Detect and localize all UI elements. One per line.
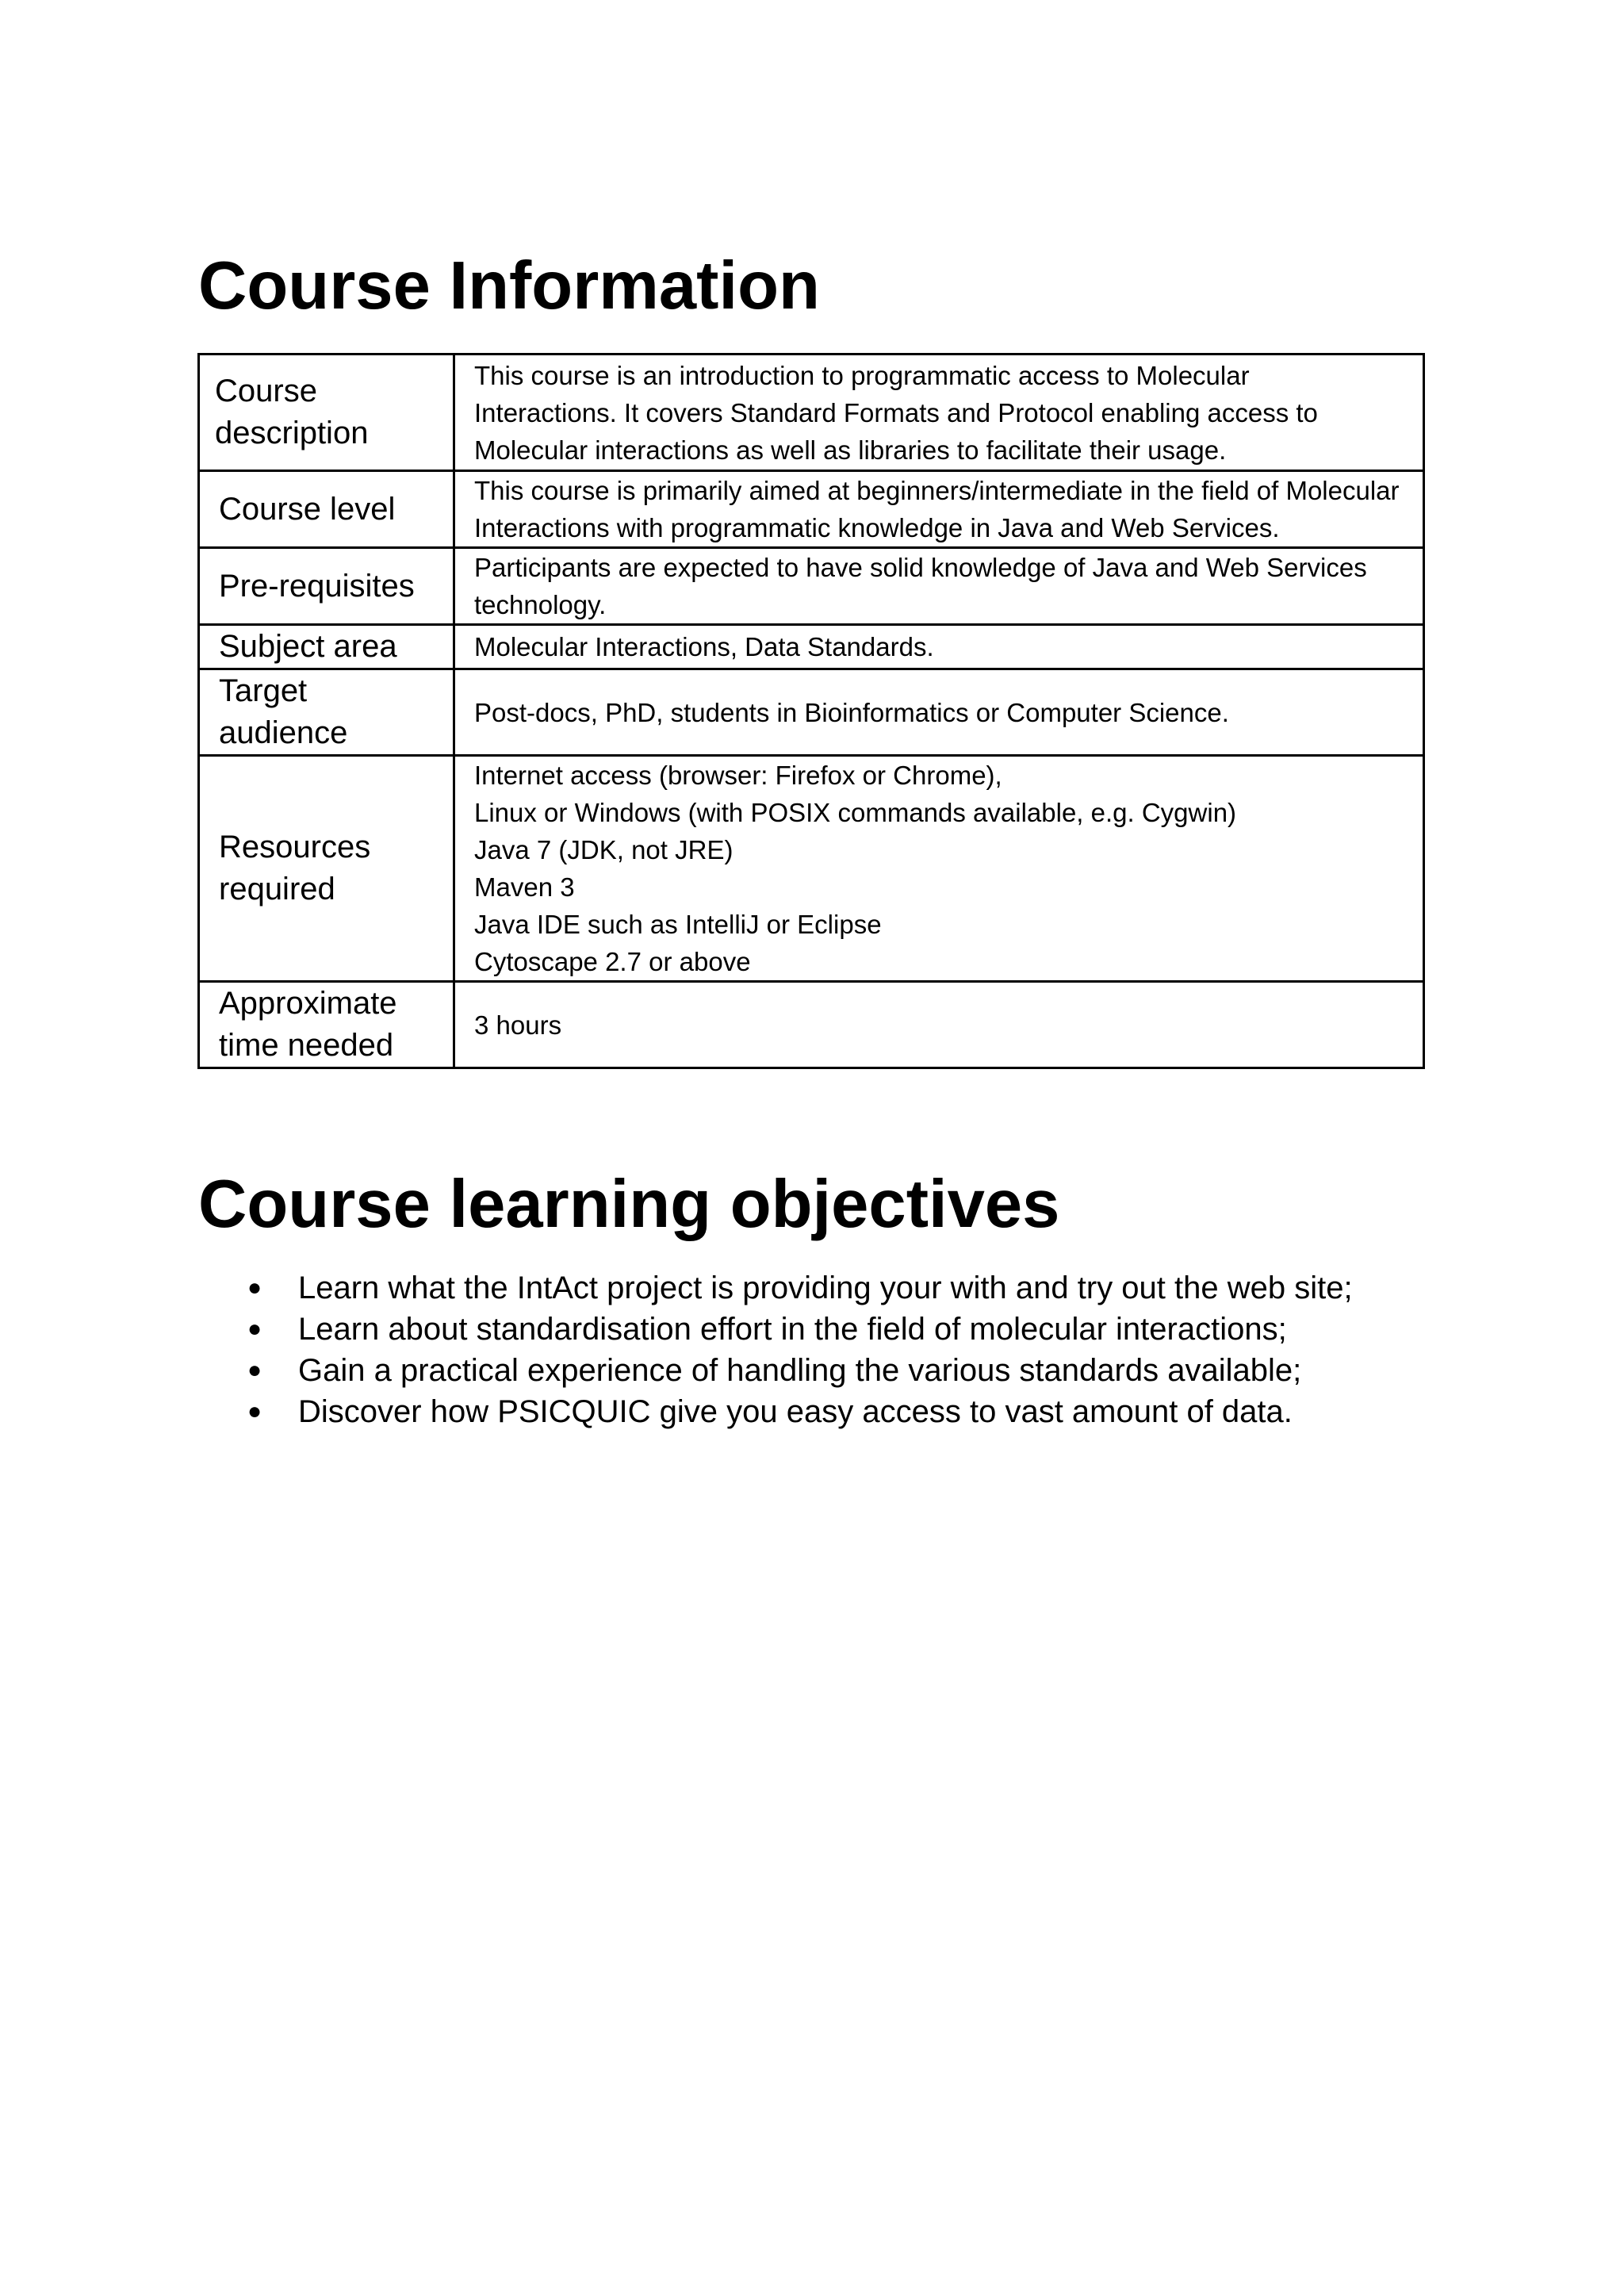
table-row-course-level — [199, 471, 1424, 548]
objective-text: Learn what the IntAct project is providing your with and try out the web site; — [298, 1271, 1353, 1305]
objectives-list — [198, 1267, 1353, 1432]
value-line: This course is primarily aimed at beginners/intermediate in the field of Molecular — [474, 476, 1400, 505]
label-line: Resources — [219, 830, 371, 864]
label-line: audience — [219, 715, 348, 750]
label-line: required — [219, 872, 335, 907]
list-item — [198, 1350, 1353, 1391]
label-line: Course — [215, 374, 317, 408]
value-line: Interactions. It covers Standard Formats and Protocol enabling access to — [474, 397, 1318, 427]
objective-text: Learn about standardisation effort in the field of molecular interactions; — [298, 1312, 1287, 1347]
label-line: Subject area — [219, 629, 397, 664]
value-line: This course is an introduction to programmatic access to Molecular — [474, 360, 1250, 390]
row-label-course-level — [199, 471, 454, 548]
bullet-icon: ● — [247, 1398, 262, 1424]
list-item — [198, 1391, 1353, 1432]
objective-text: Gain a practical experience of handling the various standards available; — [298, 1353, 1302, 1388]
row-value-approximate-time — [454, 982, 1424, 1068]
course-info-table — [197, 353, 1425, 1069]
value-line: Cytoscape 2.7 or above — [474, 947, 751, 976]
row-value-course-description — [454, 355, 1424, 471]
table-row-pre-requisites — [199, 548, 1424, 625]
value-line: technology. — [474, 590, 607, 619]
table-row-course-description — [199, 355, 1424, 471]
row-label-pre-requisites — [199, 548, 454, 625]
row-value-subject-area — [454, 625, 1424, 669]
row-label-resources-required — [199, 756, 454, 982]
value-line: Molecular interactions as well as libraries to facilitate their usage. — [474, 435, 1227, 465]
table-row-target-audience — [199, 669, 1424, 756]
list-item — [198, 1267, 1353, 1309]
value-line: Internet access (browser: Firefox or Chrome), — [474, 761, 1002, 790]
course-information-heading: Course Information — [198, 248, 820, 324]
row-label-course-description — [199, 355, 454, 471]
label-line: Approximate — [219, 986, 397, 1021]
bullet-icon: ● — [247, 1316, 262, 1342]
bullet-icon: ● — [247, 1357, 262, 1383]
value-line: Linux or Windows (with POSIX commands available, e.g. Cygwin) — [474, 798, 1237, 827]
learning-objectives-heading: Course learning objectives — [198, 1167, 1060, 1242]
value-line: Molecular Interactions, Data Standards. — [474, 632, 934, 661]
table-row-approximate-time — [199, 982, 1424, 1068]
value-line: Maven 3 — [474, 872, 575, 902]
table-row-resources-required — [199, 756, 1424, 982]
row-value-resources-required — [454, 756, 1424, 982]
label-line: time needed — [219, 1028, 394, 1063]
row-label-subject-area — [199, 625, 454, 669]
objective-text: Discover how PSICQUIC give you easy access to vast amount of data. — [298, 1394, 1293, 1429]
value-line: Participants are expected to have solid knowledge of Java and Web Services — [474, 553, 1367, 582]
list-item — [198, 1309, 1353, 1350]
row-value-target-audience — [454, 669, 1424, 756]
label-line: description — [215, 416, 369, 450]
label-line: Target — [219, 673, 308, 708]
label-line: Course level — [219, 491, 396, 527]
table-row-subject-area — [199, 625, 1424, 669]
row-value-pre-requisites — [454, 548, 1424, 625]
value-line: Interactions with programmatic knowledge in Java and Web Services. — [474, 513, 1280, 542]
value-line: Post-docs, PhD, students in Bioinformatics or Computer Science. — [474, 697, 1229, 727]
label-line: Pre-requisites — [219, 568, 415, 604]
row-value-course-level — [454, 471, 1424, 548]
row-label-approximate-time — [199, 982, 454, 1068]
value-line: 3 hours — [474, 1010, 562, 1040]
bullet-icon: ● — [247, 1274, 262, 1301]
value-line: Java IDE such as IntelliJ or Eclipse — [474, 910, 882, 939]
row-label-target-audience — [199, 669, 454, 756]
value-line: Java 7 (JDK, not JRE) — [474, 835, 733, 864]
